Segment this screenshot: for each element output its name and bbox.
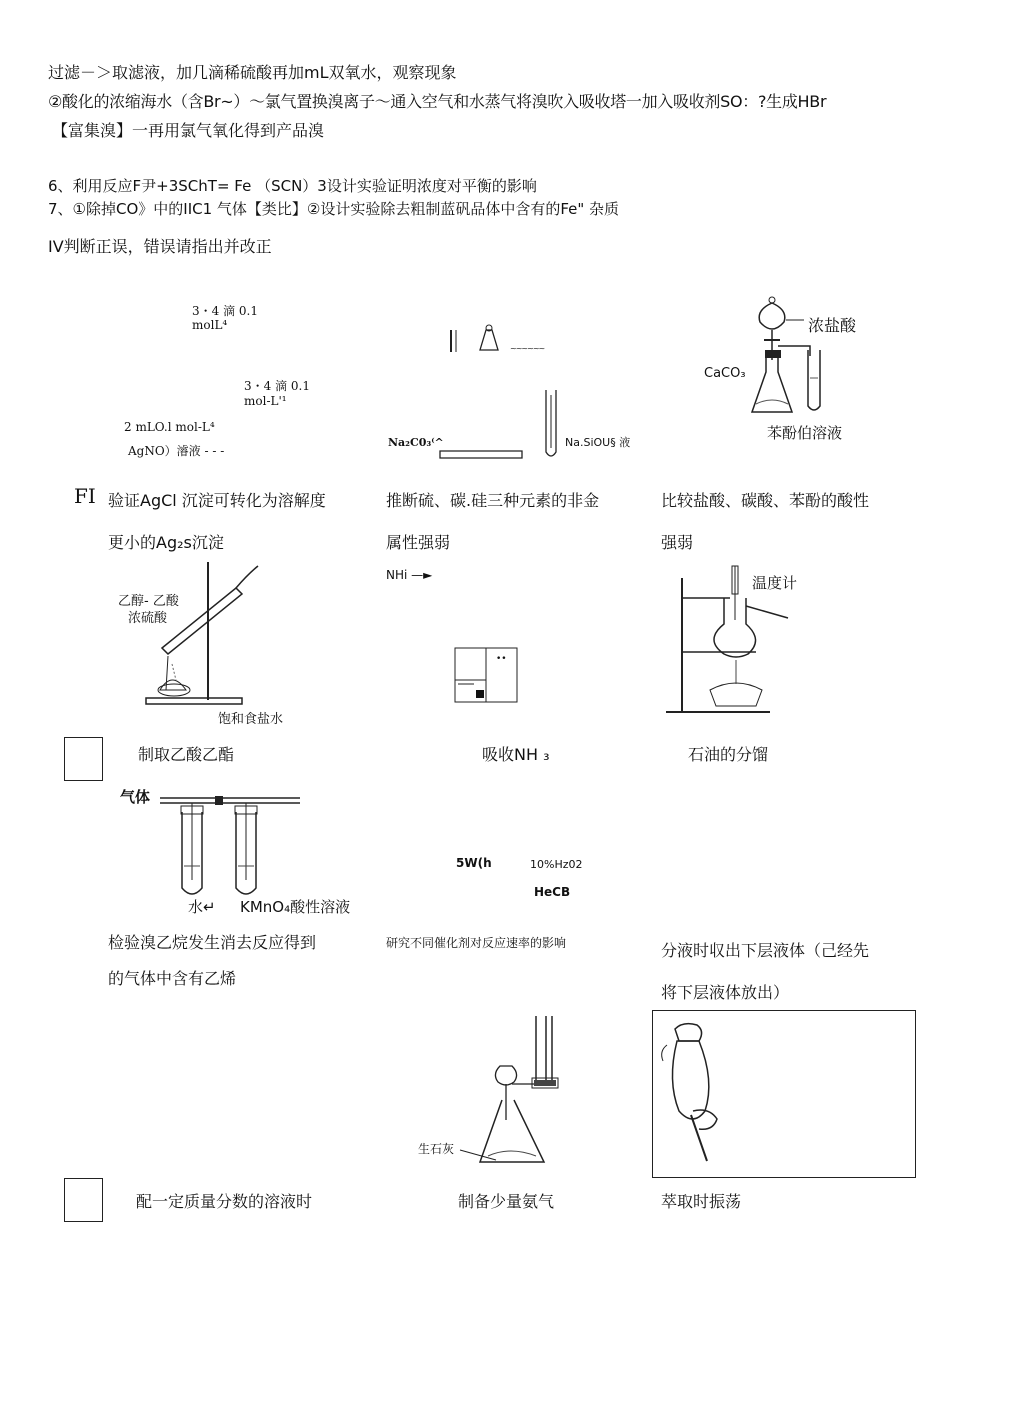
fig1-label-c2: AgNO）濬液 - - - xyxy=(128,444,225,458)
fig3-label-hcl: 浓盐酸 xyxy=(808,316,857,335)
caption-catalyst: 研究不同催化剂对反应速率的影响 xyxy=(386,936,567,950)
fig5-label-nh3: NHi —► xyxy=(386,568,433,582)
fig7-label-gas: 气体 xyxy=(120,788,151,806)
fig3-label-phenol: 苯酚伯溶液 xyxy=(767,424,843,442)
caption-solution-prep: 配一定质量分数的溶液时 xyxy=(136,1192,313,1211)
text-item-7: 7、①除掉CO》中的IIC1 气体【类比】②设计实验除去粗制蓝矾品体中含有的Fe" 杂质 xyxy=(48,200,620,218)
fig4-label-saltwater: 饱和食盐水 xyxy=(218,712,284,727)
fi-mark: FI xyxy=(74,484,96,508)
text-item-6: 6、利用反应F尹+3SChT= Fe （SCN）3设计实验证明浓度对平衡的影响 xyxy=(48,177,537,195)
caption-absorb-nh3: 吸收NH ₃ xyxy=(482,745,550,764)
text-line-enrich-bromine: 【富集溴】一再用氯气氧化得到产品溴 xyxy=(52,121,325,140)
fig9-label-lime: 生石灰 xyxy=(418,1142,455,1156)
fig4-label-reagents2: 浓硫酸 xyxy=(128,611,168,626)
caption-acid-line1: 比较盐酸、碳酸、苯酚的酸性 xyxy=(661,491,870,510)
caption-bromoethane-line2: 的气体中含有乙烯 xyxy=(108,969,237,988)
caption-distillation: 石油的分馏 xyxy=(688,745,769,764)
text-line-filtration: 过滤－＞取滤液，加几滴稀硫酸再加mL双氧水，观察现象 xyxy=(48,63,457,82)
text-line-seawater-bromine: ②酸化的浓缩海水（含Br~）～氯气置换溴离子～通入空气和水蒸气将溴吹入吸收塔一加入吸收剂SO：?生成HBr xyxy=(48,92,827,111)
fig8-label-a: 5W(h xyxy=(456,856,492,870)
caption-separation-line2: 将下层液体放出） xyxy=(661,983,790,1002)
fig6-label-thermometer: 温度计 xyxy=(752,574,798,592)
section-title-judge: IV判断正误，错误请指出并改正 xyxy=(48,237,272,256)
caption-nonmetal-line1: 推断硫、碳.硅三种元素的非金 xyxy=(386,491,600,510)
caption-ammonia-prep: 制备少量氨气 xyxy=(458,1192,555,1211)
fig1-label-a1: 3・4 滴 0.1 xyxy=(192,304,258,318)
fig1-label-b2: mol-L'¹ xyxy=(244,394,287,408)
fig7-label-kmno4: KMnO₄酸性溶液 xyxy=(240,898,351,916)
fig2-label-na2co3: Na₂C0₃⁽^ xyxy=(388,436,444,449)
fig3-label-caco3: CaCO₃ xyxy=(704,366,746,381)
fig8-label-b: 10%Hz02 xyxy=(530,858,583,871)
caption-ethyl-acetate: 制取乙酸乙酯 xyxy=(138,745,235,764)
fig8-label-c: HeCB xyxy=(534,885,571,899)
caption-acid-line2: 强弱 xyxy=(661,533,694,552)
fig2-label-nasio3: Na.SiOU§ 液 xyxy=(565,436,631,449)
fig1-label-a2: molL⁴ xyxy=(192,318,228,332)
caption-agcl-line1: 验证AgCl 沉淀可转化为溶解度 xyxy=(108,491,326,510)
fig5-label-tiny: •• xyxy=(496,654,507,664)
caption-bromoethane-line1: 检验溴乙烷发生消去反应得到 xyxy=(108,933,317,952)
answer-box-row4[interactable] xyxy=(64,1178,103,1222)
caption-extraction: 萃取时振荡 xyxy=(661,1192,742,1211)
fig1-label-c1: 2 mLO.l mol-L⁴ xyxy=(124,420,215,434)
fig4-label-reagents1: 乙醇- 乙酸 xyxy=(118,594,179,609)
fig10-hands-funnel xyxy=(653,1011,915,1177)
fig2-tube-arrow: ~~~~~~ xyxy=(510,344,545,353)
fig1-label-b1: 3・4 滴 0.1 xyxy=(244,379,310,393)
caption-separation-line1: 分液时収出下层液体（己经先 xyxy=(661,941,870,960)
figure-extraction-shaking xyxy=(652,1010,916,1178)
caption-nonmetal-line2: 属性强弱 xyxy=(386,533,451,552)
fig7-label-water: 水↵ xyxy=(188,898,216,916)
caption-agcl-line2: 更小的Ag₂s沉淀 xyxy=(108,533,224,552)
